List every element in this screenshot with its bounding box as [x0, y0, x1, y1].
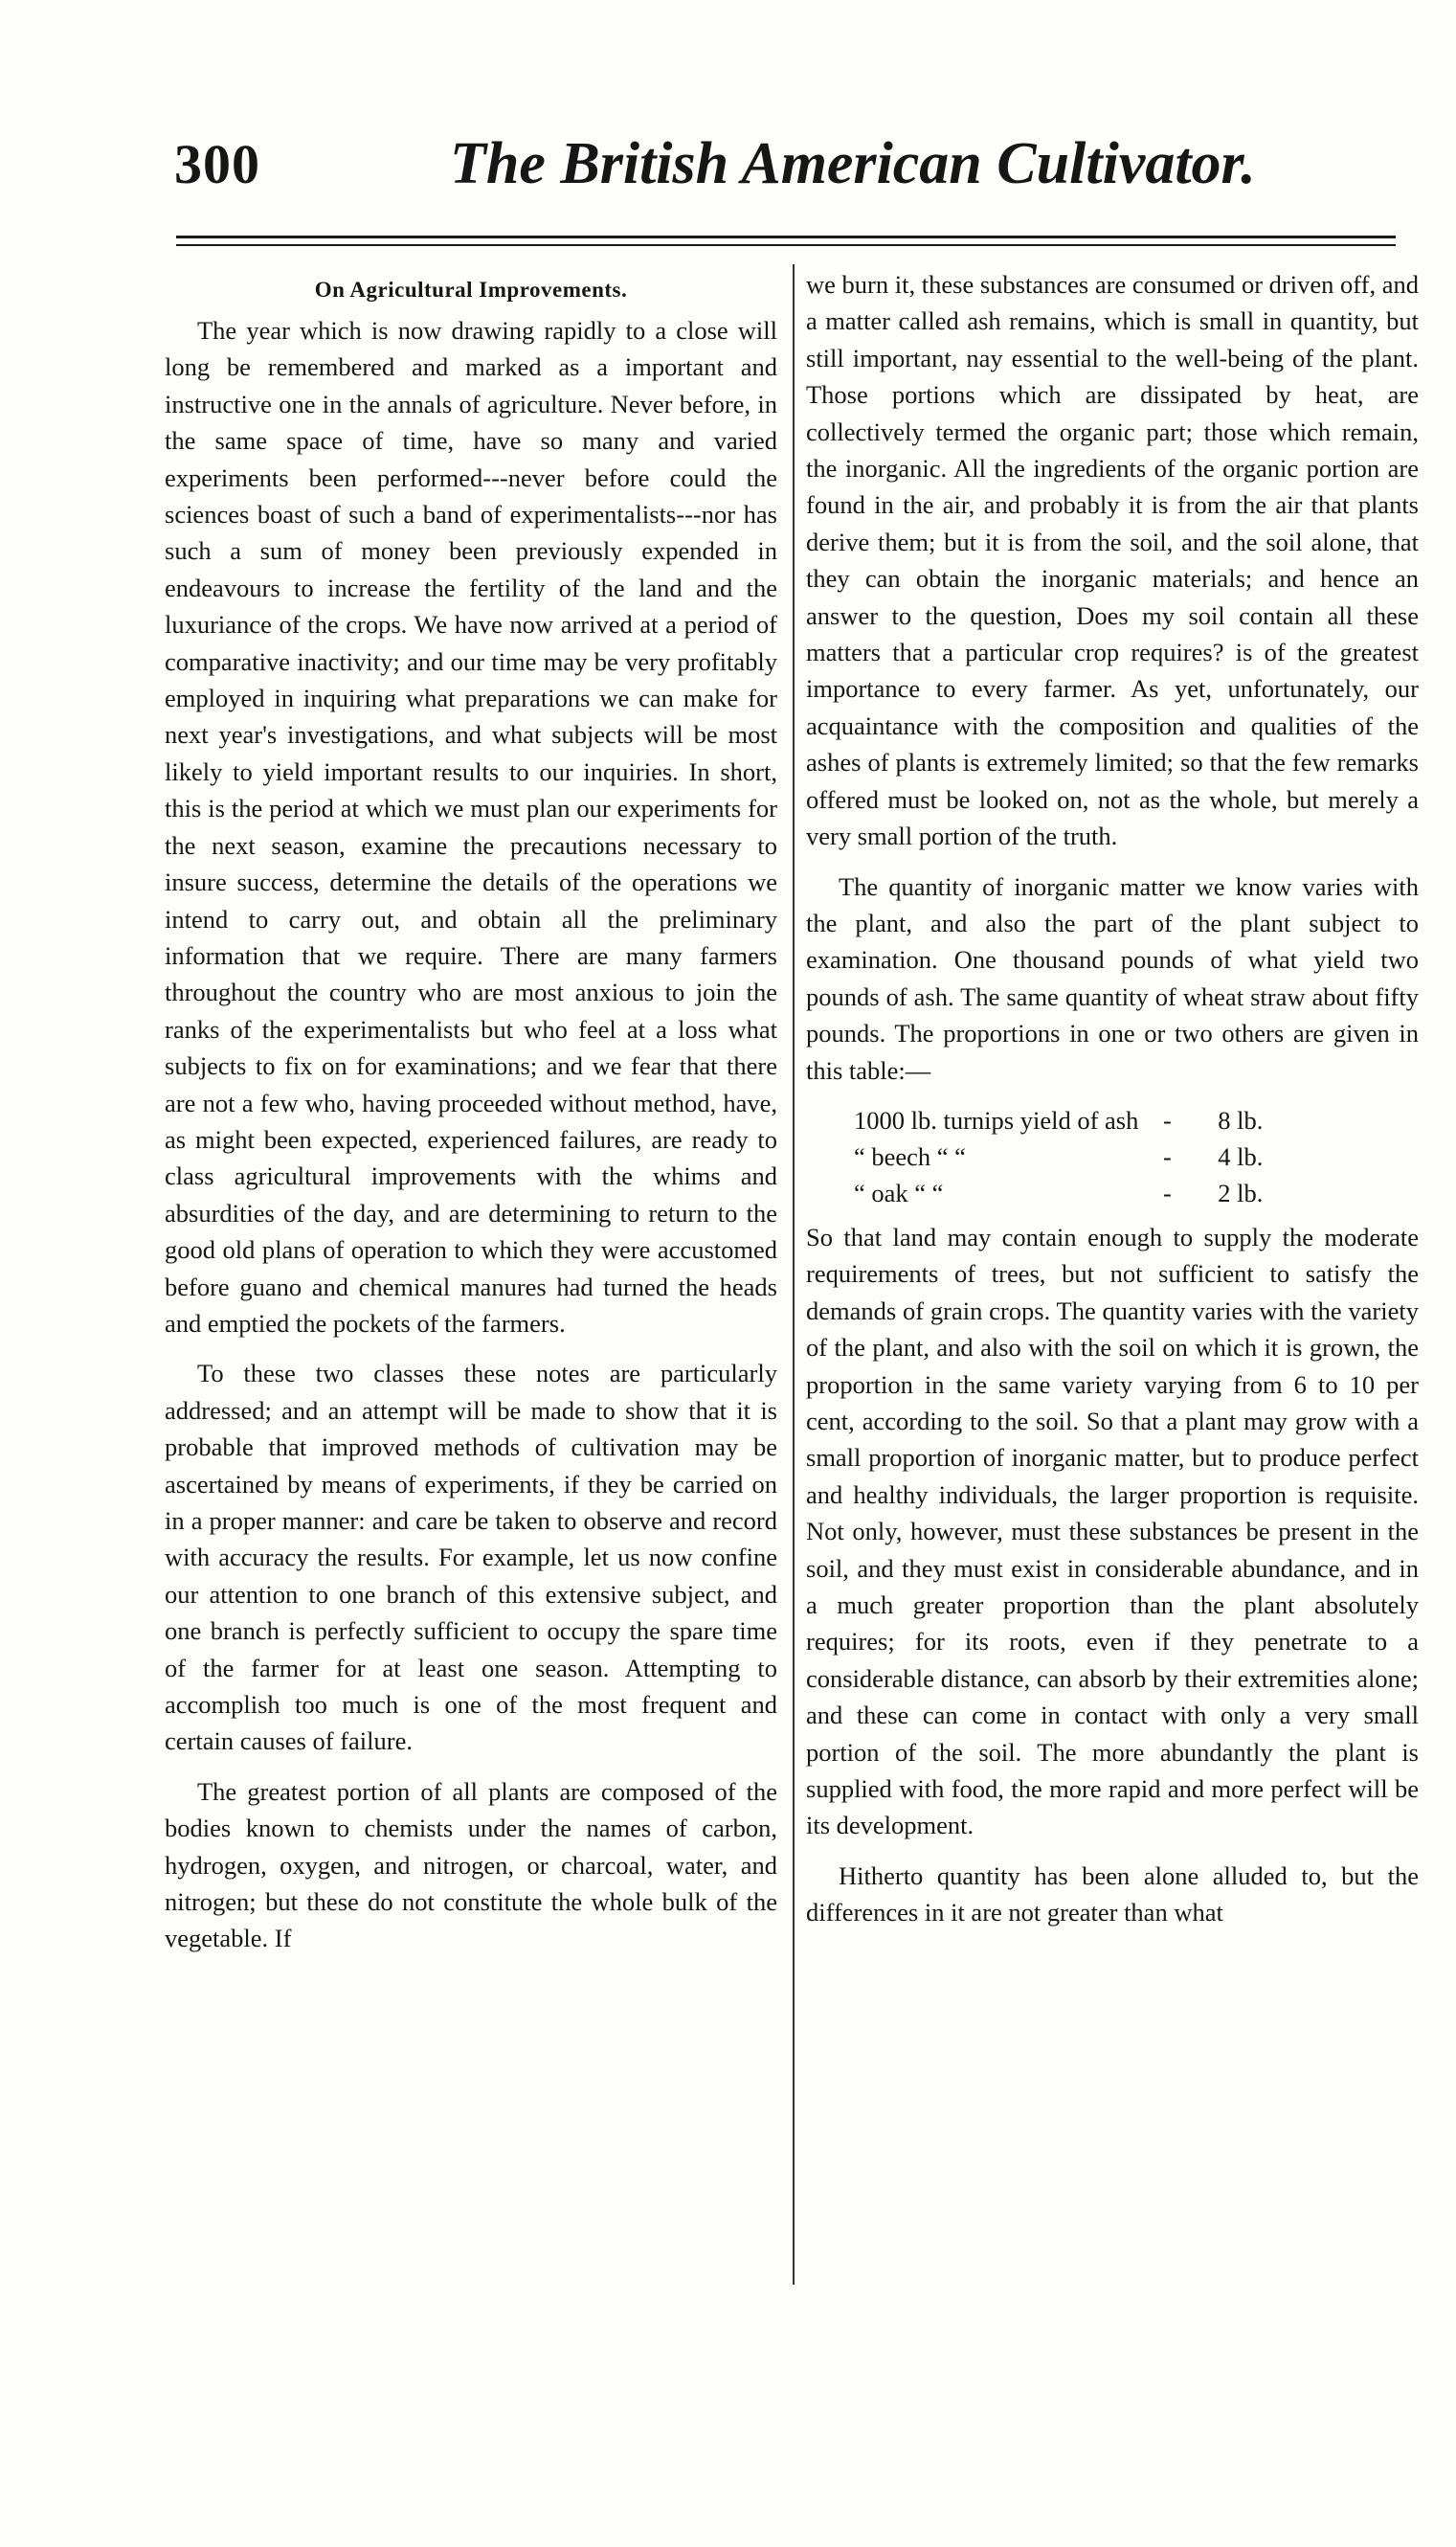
table-row: [854, 1175, 1272, 1211]
table-cell-separator: -: [1162, 1105, 1172, 1135]
article-paragraph-4: The quantity of inorganic matter we know varies with the plant, and also the part of the plant subject to examination. One thousand pounds of what yield two pounds of ash. The same quantity of wheat straw about fifty pounds. The proportions in one or two others are given in this table:—: [806, 871, 1419, 1085]
table-cell-amount: 8 lb.: [1218, 1105, 1264, 1135]
column-divider: [793, 264, 795, 2285]
table-cell-separator: -: [1162, 1178, 1172, 1207]
header-rule-thick: [176, 236, 1396, 238]
page-header: [163, 124, 1407, 220]
table-cell-amount: 2 lb.: [1218, 1178, 1264, 1207]
page-number: 300: [174, 133, 260, 195]
article-paragraph-5: So that land may contain enough to supply the moderate requirements of trees, but not sufficient to satisfy the demands of grain crops. The quantity varies with the variety of the plant, and also with the soil on which it is grown, the proportion in the same variety varying from 6 to 10 per cent, according to the soil. So that a plant may grow with a small proportion of inorganic matter, but to produce perfect and healthy individuals, the larger proportion is requisite. Not only, however, must these substances be present in the soil, and they must exist in considerable abundance, and in a much greater proportion than the plant absolutely requires; for its roots, even if they penetrate to a considerable distance, can absorb by their extremities alone; and these can come in contact with only a very small portion of the soil. The more abundantly the plant is supplied with food, the more rapid and more perfect will be its development.: [806, 1222, 1419, 1840]
article-paragraph-3: The greatest portion of all plants are composed of the bodies known to chemists under the names of carbon, hydrogen, oxygen, and nitrogen, or charcoal, water, and nitrogen; but these do not constitute the whole bulk of the vegetable. If: [165, 1776, 777, 1953]
article-paragraph-6: Hitherto quantity has been alone alluded to, but the differences in it are not greater than what: [806, 1860, 1419, 1927]
right-column: [806, 266, 1419, 1945]
article-paragraph-1: The year which is now drawing rapidly to a close will long be remembered and marked as a important and instructive one in the annals of agriculture. Never before, in the same space of time, have so many and varied experiments been performed---never before could the sciences boast of such a band of experimentalists---nor has such a sum of money been previously expended in endeavours to increase the fertility of the land and the luxuriance of the crops. We have now arrived at a period of comparative inactivity; and our time may be very profitably employed in inquiring what preparations we can make for next year's investigations, and what subjects will be most likely to yield important results to our inquiries. In short, this is the period at which we must plan our experiments for the next season, examine the precautions necessary to insure success, determine the details of the operations we intend to carry out, and obtain all the preliminary information that we require. There are many farmers throughout the country who are most anxious to join the ranks of the experimentalists but who feel at a loss what subjects to fix on for examinations; and we fear that there are not a few who, having proceeded without method, have, as might been expected, experienced failures, are ready to class agricultural improvements with the whims and absurdities of the day, and are determining to return to the good old plans of operation to which they were accustomed before guano and chemical manures had turned the heads and emptied the pockets of the farmers.: [165, 316, 777, 1338]
ash-yield-table: [854, 1102, 1272, 1211]
left-column: [165, 266, 777, 1971]
table-cell-item: 1000 lb. turnips yield of ash: [854, 1105, 1139, 1135]
running-title: The British American Cultivator.: [450, 131, 1256, 196]
article-heading: On Agricultural Improvements.: [314, 278, 628, 302]
table-row: [854, 1138, 1272, 1175]
table-cell-separator: -: [1162, 1141, 1172, 1171]
table-row: [854, 1102, 1272, 1138]
article-paragraph-2: To these two classes these notes are particularly addressed; and an attempt will be made to show that it is probable that improved methods of cultivation may be ascertained by means of experiments, if they be carried on in a proper manner: and care be taken to observe and record with accuracy the results. For example, let us now confine our attention to one branch of this extensive subject, and one branch is perfectly sufficient to occupy the spare time of the farmer for at least one season. Attempting to accomplish too much is one of the most frequent and certain causes of failure.: [165, 1359, 777, 1756]
article-paragraph-3-continued: we burn it, these substances are consumed or driven off, and a matter called ash remains, which is small in quantity, but still important, nay essential to the well-being of the plant. Those portions which are dissipated by heat, are collectively termed the organic part; those which remain, the inorganic. All the ingredients of the organic portion are found in the air, and probably it is from the air that plants derive them; but it is from the soil, and the soil alone, that they can obtain the inorganic materials; and hence an answer to the question, Does my soil contain all these matters that a particular crop requires? is of the greatest importance to every farmer. As yet, unfortunately, our acquaintance with the composition and qualities of the ashes of plants is extremely limited; so that the few remarks offered must be looked on, not as the whole, but merely a very small portion of the truth.: [806, 270, 1419, 851]
header-rule-thin: [176, 244, 1396, 246]
table-cell-item: “ oak “ “: [854, 1178, 944, 1207]
table-cell-item: “ beech “ “: [854, 1141, 966, 1171]
table-cell-amount: 4 lb.: [1218, 1141, 1264, 1171]
